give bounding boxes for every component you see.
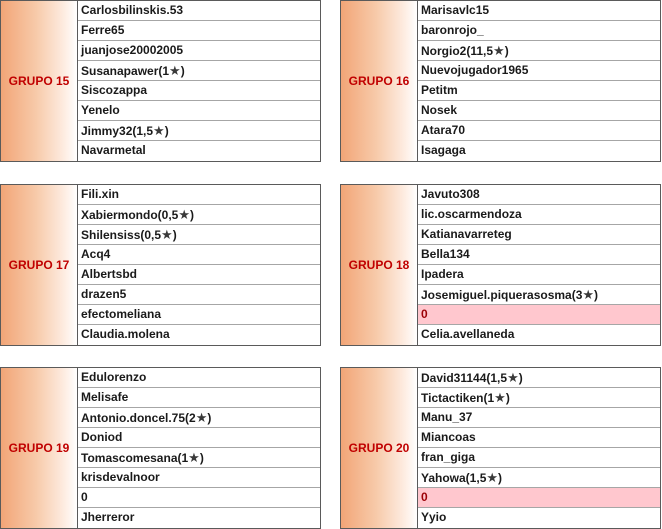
player-name: Fili.xin bbox=[81, 187, 120, 201]
player-name: Yahowa(1,5 bbox=[421, 471, 487, 485]
player-name: krisdevalnoor bbox=[81, 470, 160, 484]
player-cell bbox=[418, 101, 660, 121]
group-15 bbox=[0, 0, 321, 162]
player-name: Claudia.molena bbox=[81, 327, 170, 341]
player-name: Carlosbilinskis.53 bbox=[81, 3, 184, 17]
player-name: 0 bbox=[421, 490, 428, 504]
player-cell bbox=[418, 205, 660, 225]
player-cell bbox=[418, 185, 660, 205]
player-cell bbox=[78, 305, 320, 325]
player-cell bbox=[78, 61, 320, 81]
player-cell bbox=[78, 468, 320, 488]
player-cell bbox=[418, 245, 660, 265]
player-list bbox=[78, 185, 320, 345]
player-name: Isagaga bbox=[421, 143, 466, 157]
player-list bbox=[78, 1, 320, 161]
player-cell bbox=[78, 225, 320, 245]
player-cell bbox=[418, 468, 660, 488]
player-cell bbox=[418, 388, 660, 408]
player-cell bbox=[418, 508, 660, 528]
player-name: Atara70 bbox=[421, 123, 466, 137]
player-name: baronrojo_ bbox=[421, 23, 484, 37]
player-cell bbox=[78, 368, 320, 388]
player-cell bbox=[418, 225, 660, 245]
player-cell bbox=[78, 448, 320, 468]
player-name: Jimmy32(1,5 bbox=[81, 124, 154, 138]
player-name: Norgio2(11,5 bbox=[421, 44, 494, 58]
group-18 bbox=[340, 184, 661, 346]
player-name: Nosek bbox=[421, 103, 458, 117]
player-list bbox=[418, 185, 660, 345]
player-name: Acq4 bbox=[81, 247, 111, 261]
player-name-suffix: ) bbox=[504, 44, 509, 58]
player-name: Siscozappa bbox=[81, 83, 148, 97]
star-icon: ★ bbox=[169, 63, 181, 78]
player-cell bbox=[418, 488, 660, 508]
player-name: drazen5 bbox=[81, 287, 127, 301]
player-name: Miancoas bbox=[421, 430, 476, 444]
player-name: Yyio bbox=[421, 510, 447, 524]
player-name-suffix: ) bbox=[594, 288, 599, 302]
player-name-suffix: ) bbox=[172, 228, 177, 242]
player-list bbox=[78, 368, 320, 528]
group-label: GRUPO 19 bbox=[1, 368, 78, 528]
player-cell bbox=[78, 488, 320, 508]
player-name: Marisavlc15 bbox=[421, 3, 490, 17]
player-name: Katianavarreteg bbox=[421, 227, 512, 241]
player-name: Ipadera bbox=[421, 267, 464, 281]
player-cell bbox=[78, 508, 320, 528]
group-19 bbox=[0, 367, 321, 529]
player-cell bbox=[78, 141, 320, 161]
player-name: Shilensiss(0,5 bbox=[81, 228, 162, 242]
player-cell bbox=[418, 61, 660, 81]
player-name: fran_giga bbox=[421, 450, 476, 464]
player-name-suffix: ) bbox=[207, 411, 212, 425]
player-name: 0 bbox=[421, 307, 428, 321]
player-cell bbox=[78, 265, 320, 285]
player-cell bbox=[78, 325, 320, 345]
player-name: juanjose20002005 bbox=[81, 43, 184, 57]
player-cell bbox=[418, 81, 660, 101]
player-name: Tomascomesana(1 bbox=[81, 451, 189, 465]
player-cell bbox=[78, 388, 320, 408]
player-cell bbox=[418, 141, 660, 161]
player-cell bbox=[418, 428, 660, 448]
player-name: Ferre65 bbox=[81, 23, 125, 37]
player-name: Antonio.doncel.75(2 bbox=[81, 411, 196, 425]
player-name: Albertsbd bbox=[81, 267, 138, 281]
player-name: Navarmetal bbox=[81, 143, 146, 157]
player-name-suffix: ) bbox=[518, 371, 523, 385]
player-name-suffix: ) bbox=[498, 471, 503, 485]
star-icon: ★ bbox=[188, 450, 200, 465]
player-name: Nuevojugador1965 bbox=[421, 63, 529, 77]
player-cell bbox=[78, 408, 320, 428]
player-name: Tictactiken(1 bbox=[421, 391, 495, 405]
player-cell bbox=[418, 21, 660, 41]
star-icon: ★ bbox=[493, 43, 505, 58]
player-list bbox=[418, 368, 660, 528]
player-cell bbox=[78, 245, 320, 265]
player-name: David31144(1,5 bbox=[421, 371, 508, 385]
player-name-suffix: ) bbox=[199, 451, 204, 465]
player-name: Doniod bbox=[81, 430, 123, 444]
player-name-suffix: ) bbox=[164, 124, 169, 138]
player-cell bbox=[418, 285, 660, 305]
player-cell bbox=[418, 1, 660, 21]
group-label: GRUPO 20 bbox=[341, 368, 418, 528]
player-cell bbox=[418, 305, 660, 325]
player-cell bbox=[418, 121, 660, 141]
player-cell bbox=[78, 428, 320, 448]
player-name: Celia.avellaneda bbox=[421, 327, 515, 341]
player-name: Susanapawer(1 bbox=[81, 64, 170, 78]
group-label: GRUPO 17 bbox=[1, 185, 78, 345]
player-name-suffix: ) bbox=[180, 64, 185, 78]
player-name: Melisafe bbox=[81, 390, 129, 404]
player-cell bbox=[78, 41, 320, 61]
player-cell bbox=[78, 185, 320, 205]
player-name: lic.oscarmendoza bbox=[421, 207, 522, 221]
player-cell bbox=[418, 408, 660, 428]
player-cell bbox=[418, 448, 660, 468]
player-cell bbox=[418, 368, 660, 388]
player-name: 0 bbox=[81, 490, 88, 504]
star-icon: ★ bbox=[582, 287, 595, 302]
player-name: Yenelo bbox=[81, 103, 120, 117]
player-cell bbox=[78, 81, 320, 101]
group-16 bbox=[340, 0, 661, 162]
player-cell bbox=[78, 205, 320, 225]
player-list bbox=[418, 1, 660, 161]
star-icon: ★ bbox=[507, 370, 519, 385]
player-cell bbox=[418, 325, 660, 345]
star-icon: ★ bbox=[161, 227, 173, 242]
player-cell bbox=[78, 21, 320, 41]
player-cell bbox=[78, 285, 320, 305]
player-name: Javuto308 bbox=[421, 187, 480, 201]
star-icon: ★ bbox=[195, 410, 208, 425]
player-name: Bella134 bbox=[421, 247, 470, 261]
player-name-suffix: ) bbox=[505, 391, 510, 405]
player-name: Josemiguel.piquerasosma(3 bbox=[421, 288, 583, 302]
player-name: Edulorenzo bbox=[81, 370, 147, 384]
star-icon: ★ bbox=[494, 390, 506, 405]
star-icon: ★ bbox=[178, 207, 191, 222]
group-17 bbox=[0, 184, 321, 346]
player-cell bbox=[78, 121, 320, 141]
group-label: GRUPO 16 bbox=[341, 1, 418, 161]
player-cell bbox=[78, 1, 320, 21]
player-name: Petitm bbox=[421, 83, 458, 97]
player-cell bbox=[418, 41, 660, 61]
player-name: Xabiermondo(0,5 bbox=[81, 208, 179, 222]
group-20 bbox=[340, 367, 661, 529]
star-icon: ★ bbox=[486, 470, 499, 485]
player-name: Jherreror bbox=[81, 510, 135, 524]
player-name: Manu_37 bbox=[421, 410, 473, 424]
group-label: GRUPO 15 bbox=[1, 1, 78, 161]
player-cell bbox=[418, 265, 660, 285]
player-cell bbox=[78, 101, 320, 121]
player-name: efectomeliana bbox=[81, 307, 162, 321]
player-name-suffix: ) bbox=[190, 208, 195, 222]
star-icon: ★ bbox=[153, 123, 165, 138]
group-label: GRUPO 18 bbox=[341, 185, 418, 345]
